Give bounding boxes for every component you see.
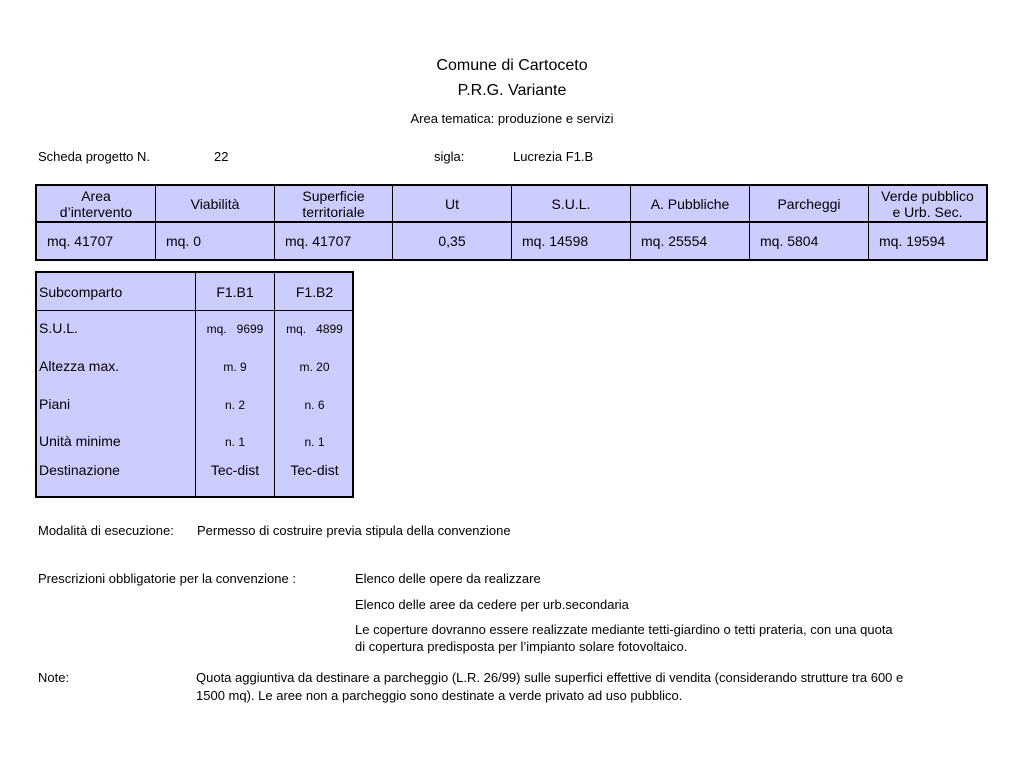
comune-title: Comune di Cartoceto: [436, 57, 588, 74]
header-area-intervento: Area d’intervento: [37, 186, 156, 223]
subcomparto-b1: F1.B1: [216, 284, 254, 300]
altezza-b2: m. 20: [299, 360, 330, 374]
altezza-b1: m. 9: [223, 360, 247, 374]
row-label-subcomparto: Subcomparto: [39, 284, 123, 300]
header-aree-pubbliche: A. Pubbliche: [631, 186, 750, 223]
destinazione-b1: Tec-dist: [210, 462, 260, 478]
row-label-sul: S.U.L.: [39, 320, 78, 336]
value-verde-pubblico: mq. 19594: [879, 233, 946, 249]
prescrizione-item: Elenco delle opere da realizzare: [355, 571, 541, 586]
prescrizione-item: Elenco delle aree da cedere per urb.secondaria: [355, 597, 629, 612]
unita-b2: n. 1: [304, 435, 325, 449]
modalita-value: Permesso di costruire previa stipula della convenzione: [197, 523, 511, 538]
subcomparto-table: [35, 271, 354, 498]
header-parcheggi: Parcheggi: [750, 186, 869, 223]
prg-title: P.R.G. Variante: [457, 82, 567, 99]
header-superficie-territoriale: Superficie territoriale: [275, 186, 393, 223]
header-viabilita: Viabilità: [156, 186, 275, 223]
main-data-table: [35, 184, 988, 261]
destinazione-b2: Tec-dist: [290, 462, 339, 478]
prescrizione-item: di copertura predisposta per l’impianto solare fotovoltaico.: [355, 639, 688, 654]
header-sul: S.U.L.: [512, 186, 631, 223]
note-label: Note:: [38, 670, 70, 685]
row-label-piani: Piani: [39, 396, 71, 412]
note-line: 1500 mq). Le aree non a parcheggio sono destinate a verde privato ad uso pubblico.: [196, 688, 683, 703]
value-viabilita: mq. 0: [156, 223, 275, 259]
unita-b1: n. 1: [224, 435, 245, 449]
note-line: Quota aggiuntiva da destinare a parcheggio (L.R. 26/99) sulle superfici effettive di vendita (considerando strutture tra 600 e: [196, 670, 904, 685]
value-superficie-territoriale: mq. 41707: [275, 223, 393, 259]
sigla-label: sigla:: [434, 149, 465, 164]
header-ut: Ut: [393, 186, 512, 223]
subcomparto-b2: F1.B2: [295, 284, 334, 300]
header-verde-pubblico: Verde pubblico e Urb. Sec.: [869, 186, 986, 223]
scheda-numero: 22: [214, 149, 229, 164]
sul-b1: mq. 9699: [206, 322, 264, 336]
modalita-label: Modalità di esecuzione:: [38, 523, 174, 538]
piani-b1: n. 2: [224, 398, 245, 412]
value-area-intervento: mq. 41707: [37, 223, 156, 259]
scheda-label: Scheda progetto N.: [38, 149, 151, 164]
value-sul: mq. 14598: [512, 223, 631, 259]
piani-b2: n. 6: [304, 398, 325, 412]
row-label-destinazione: Destinazione: [39, 462, 120, 478]
sul-b2: mq. 4899: [286, 322, 343, 336]
value-aree-pubbliche: mq. 25554: [631, 223, 750, 259]
area-tematica: Area tematica: produzione e servizi: [410, 111, 614, 126]
value-parcheggi: mq. 5804: [750, 223, 869, 259]
value-ut: 0,35: [393, 223, 512, 259]
sigla-value: Lucrezia F1.B: [513, 149, 594, 164]
prescrizioni-label: Prescrizioni obbligatorie per la convenzione :: [38, 571, 296, 586]
row-label-altezza: Altezza max.: [39, 358, 120, 374]
prescrizione-item: Le coperture dovranno essere realizzate mediante tetti-giardino o tetti prateria, con una quota: [355, 622, 893, 637]
row-label-unita-minime: Unità minime: [39, 433, 121, 449]
